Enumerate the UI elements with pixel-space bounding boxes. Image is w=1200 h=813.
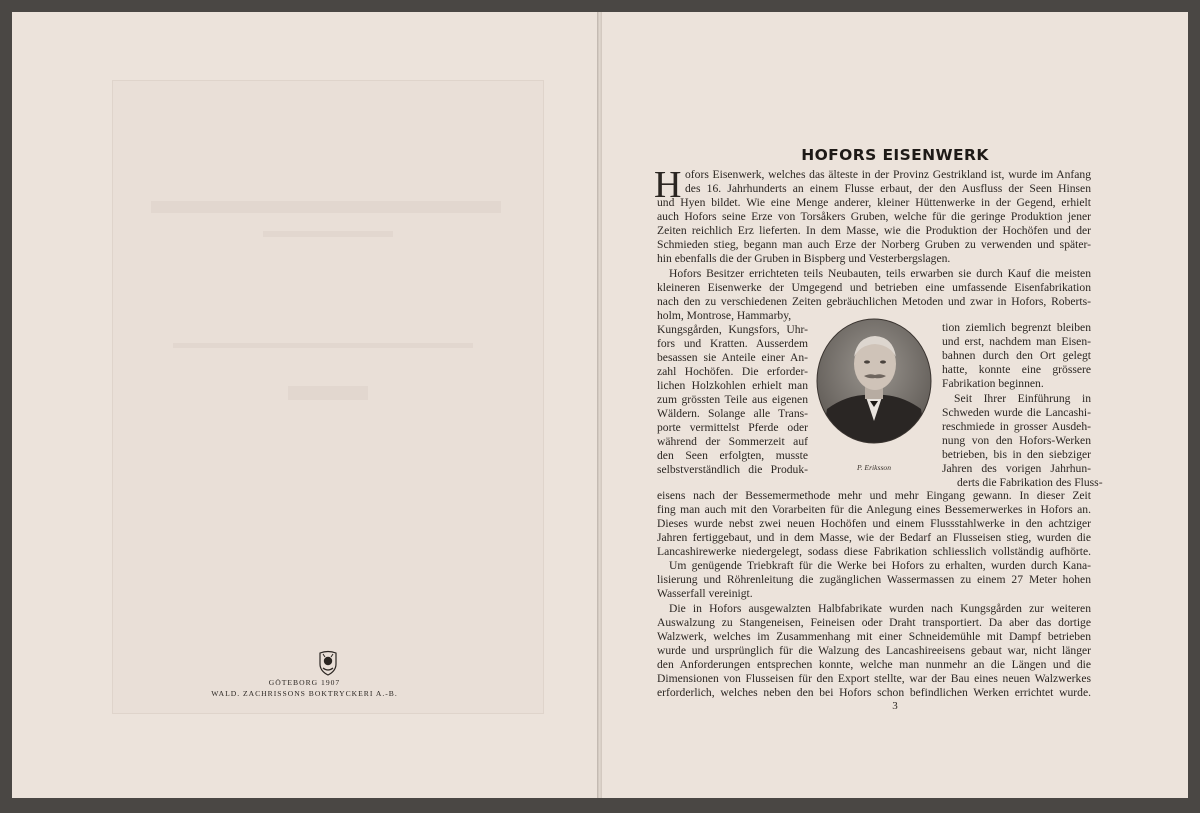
text-line: porte vermittelst Pferde oder: [657, 421, 808, 434]
text-line: holm, Montrose, Hammarby,: [657, 309, 792, 322]
text-line: Zeiten reichlich Erz lieferten. In dem Masse, wie die Produktion der Hochöfen und der: [657, 224, 1091, 237]
text-line: erforderlich, welches neben den bei Hofors schon befindlichen Werken errichtet wurde.: [657, 686, 1091, 699]
text-line: des 16. Jahrhunderts an einem Flusse erbaut, der den Ausfluss der Seen Hinsen: [685, 182, 1091, 195]
text-line: Seit Ihrer Einführung in: [954, 392, 1091, 405]
text-line: Fabrikation beginnen.: [942, 377, 1044, 390]
text-line: den Seen erfolgten, musste: [657, 449, 808, 462]
text-line: Wasserfall vereinigt.: [657, 587, 753, 600]
text-line: kleineren Eisenwerke der Umgegend und betrieben eine umfassende Eisenfabrikation: [657, 281, 1091, 294]
text-line: nung von den Hofors-Werken: [942, 434, 1091, 447]
text-line: Jahren des vorigen Jahrhun-: [942, 462, 1091, 475]
drop-cap: H: [654, 164, 682, 206]
imprint-city-year: GÖTEBORG 1907: [268, 678, 341, 687]
text-line: Schweden wurde die Lancashi-: [942, 406, 1091, 419]
portrait-caption: P. Eriksson: [856, 463, 892, 472]
text-line: wurde und ursprünglich für die Walzung des Lancashireeisens gebaut war, nicht länger: [657, 644, 1091, 657]
printer-mark-icon: [317, 650, 339, 676]
text-line: zahl Hochöfen. Die erforder-: [657, 365, 808, 378]
text-line: nach den zu verschiedenen Zeiten gebräuchlichen Metoden und zwar in Hofors, Roberts-: [657, 295, 1091, 308]
text-line: fors und Kratten. Ausserdem: [657, 337, 808, 350]
text-line: betrieben, bis in den siebziger: [942, 448, 1091, 461]
text-line: fing man auch mit den Vorarbeiten für die Anlegung eines Bessemerwerkes in Hofors an.: [657, 503, 1091, 516]
text-line: Die in Hofors ausgewalzten Halbfabrikate wurden nach Kungsgården zur weiteren: [669, 602, 1091, 615]
text-line: Jahren fertiggebaut, und in dem Masse, wie der Bedarf an Flusseisen stieg, wurden die: [657, 531, 1091, 544]
text-line: Lancashirewerke niedergelegt, sodass diese Fabrikation schliesslich vollständig aufhörte.: [657, 545, 1091, 558]
text-line: Walzwerk, welches im Zusammenhang mit einer Schneidemühle mit Dampf betrieben: [657, 630, 1091, 643]
left-page: [12, 12, 597, 798]
text-line: bahnen durch den Ort gelegt: [942, 349, 1091, 362]
text-line: und erst, nachdem man Eisen-: [942, 335, 1091, 348]
portrait-photo: [815, 317, 933, 445]
text-line: derts die Fabrikation des Fluss-: [957, 476, 1103, 489]
text-line: eisens nach der Bessemermethode mehr und mehr Eingang gewann. In dieser Zeit: [657, 489, 1091, 502]
imprint-printer-name: WALD. ZACHRISSONS BOKTRYCKERI A.-B.: [211, 689, 398, 698]
text-line: und Hyen bildet. Wie eine Menge anderer, kleiner Hüttenwerke in der Gegend, erhielt: [657, 196, 1091, 209]
text-line: Dieses wurde nebst zwei neuen Hochöfen und einem Flussstahlwerke in den achtziger: [657, 517, 1091, 530]
text-line: reschmiede in grosser Ausdeh-: [942, 420, 1091, 433]
text-line: während der Sommerzeit auf: [657, 435, 808, 448]
text-line: Um genügende Triebkraft für die Werke bei Hofors zu erhalten, wurden durch Kana-: [669, 559, 1091, 572]
text-line: Wäldern. Solange alle Trans-: [657, 407, 808, 420]
text-line: ofors Eisenwerk, welches das älteste in der Provinz Gestrikland ist, wurde im Anfang: [685, 168, 1091, 181]
text-line: Hofors Besitzer errichteten teils Neubauten, teils erwarben sie durch Kauf die meisten: [669, 267, 1091, 280]
right-page: [602, 12, 1188, 798]
bleed-through-panel: [112, 80, 544, 714]
text-line: tion ziemlich begrenzt bleiben: [942, 321, 1091, 334]
text-line: Schmieden stieg, begann man auch Erze der Norberg Gruben zu verwenden und später-: [657, 238, 1091, 251]
text-line: auch Hofors seine Erze von Torsåkers Gruben, welche für die geringe Produktion jener: [657, 210, 1091, 223]
text-line: selbstverständlich die Produk-: [657, 463, 808, 476]
text-line: lichen Holzkohlen erhielt man: [657, 379, 808, 392]
text-line: besassen sie Anteile einer An-: [657, 351, 808, 364]
text-line: hin ebenfalls die der Gruben in Bispberg und Vesterbergslagen.: [657, 252, 951, 265]
text-line: hatte, konnte eine grössere: [942, 363, 1091, 376]
text-line: zum grössten Teile aus eigenen: [657, 393, 808, 406]
text-line: lisierung und Röhrenleitung die zugänglichen Wassermassen zu einem 27 Meter hohen: [657, 573, 1091, 586]
text-line: Auswalzung zu Stangeneisen, Feineisen oder Draht transportiert. Da aber das dortige: [657, 616, 1091, 629]
text-line: Kungsgården, Kungsfors, Uhr-: [657, 323, 808, 336]
page-number: 3: [892, 700, 898, 712]
text-line: den Anforderungen entsprechen konnte, welche man nunmehr an die Längen und die: [657, 658, 1091, 671]
page-title: HOFORS EISENWERK: [801, 146, 989, 164]
text-line: Dimensionen von Flusseisen für den Export stellte, war der Bau eines neuen Walzwerkes: [657, 672, 1091, 685]
